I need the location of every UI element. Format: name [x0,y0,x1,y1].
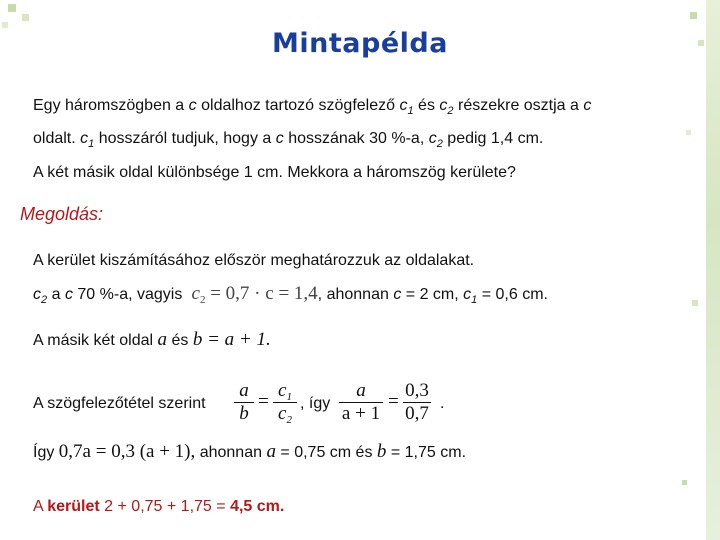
text-fragment: , így [300,395,331,412]
math-var: c [188,97,197,114]
fraction-c1-over-c2 [272,380,298,425]
text-fragment: = 0,6 cm. [481,286,548,303]
fraction-a-over-a-plus-1 [338,380,384,425]
text-fragment: , [317,286,323,303]
math-var-base: c [191,283,200,304]
problem-line-2 [33,129,543,149]
text-fragment: Így [33,444,55,461]
text-fragment: és [171,332,189,349]
subscript: 2 [41,294,48,306]
denominator: a + 1 [341,403,381,424]
numerator: a [239,380,249,401]
math-var-base: c [278,403,287,424]
math-var-base: c [33,286,41,303]
equation: 0,7a = 0,3 (a + 1), [58,441,196,462]
subscript: 2 [447,105,454,117]
text-fragment: hosszának 30 %-a, [288,130,425,147]
equals-sign: = [388,391,399,412]
decor-square [686,130,691,135]
text-fragment: 2 + 0,75 + 1,75 = [104,498,226,515]
math-var-base: c [463,286,472,303]
text-fragment: és [418,97,435,114]
subscript: 1 [407,105,414,117]
final-answer [33,497,284,517]
problem-line-1 [33,96,591,116]
text-fragment: = 2 cm, [405,286,459,303]
math-var-base: c [439,97,448,114]
subscript: 2 [199,294,206,306]
text-fragment: hosszáról tudjuk, hogy a [98,130,272,147]
math-var: a [266,441,276,462]
math-var: b [376,441,387,462]
text-fragment: 70 %-a, vagyis [77,286,183,303]
numerator: a [356,380,366,401]
text-fragment: Egy háromszögben a [33,97,185,114]
solution-line-5 [33,442,466,463]
math-var: c [275,130,284,147]
right-decoration-bar [706,0,720,540]
text-fragment: A [33,498,43,515]
math-var: c [64,286,73,303]
text-fragment: . [440,395,445,412]
solution-line-2 [33,284,548,305]
denominator: 0,7 [405,403,429,424]
text-fragment: részekre osztja a [457,97,579,114]
decor-square [690,12,697,19]
math-var [463,286,478,306]
page-title: Mintapélda [272,28,448,59]
subscript: 2 [286,414,292,426]
decor-square [692,300,698,306]
math-var: c [583,97,592,114]
solution-line-4-label: A szögfelezőtétel szerint [33,395,206,412]
numerator: 0,3 [405,380,429,401]
text-fragment: ahonnan [199,444,262,461]
math-var-base: c [428,130,437,147]
text-fragment: oldalt. [33,130,76,147]
text-fragment: a [51,286,61,303]
denominator: b [239,403,249,424]
math-var [33,286,48,306]
text-fragment: A másik két oldal [33,332,154,349]
decor-square [682,480,687,485]
denominator [272,403,298,425]
solution-heading: Megoldás: [20,204,104,224]
decor-square [22,14,29,21]
text-fragment: = 0,75 cm és [280,444,373,461]
math-var-base: c [399,97,408,114]
solution-line-1: A kerület kiszámításához először meghatározzuk az oldalakat. [33,252,475,269]
equation: b = a + 1. [192,329,271,350]
math-var [80,130,95,150]
subscript: 1 [471,294,478,306]
equals-sign: = [258,391,269,412]
problem-line-3: A két másik oldal különbsége 1 cm. Mekkora a háromszög kerülete? [33,164,516,181]
text-fragment: = 1,75 cm. [390,444,467,461]
text-fragment: oldalhoz tartozó szögfelező [201,97,396,114]
subscript: 1 [88,138,95,150]
decor-square [8,4,16,12]
equation [187,283,318,304]
equation-body: = 0,7 · c = 1,4 [210,283,318,304]
subscript: 2 [436,138,443,150]
text-fragment: pedig 1,4 cm. [447,130,544,147]
math-var: a [157,329,168,350]
math-var: c [393,286,402,303]
math-var [428,130,443,150]
text-fragment: ahonnan [326,286,389,303]
answer-value: 4,5 cm. [230,498,285,515]
subscript: 1 [286,391,292,403]
math-var-base: c [80,130,89,147]
solution-line-3 [33,330,271,351]
fraction-a-over-b [233,380,255,425]
math-var-base: c [278,380,287,401]
text-fragment: kerület [47,498,100,515]
math-var [439,97,454,117]
fraction-03-over-07 [402,380,432,425]
math-var [399,97,414,117]
numerator [272,380,298,402]
